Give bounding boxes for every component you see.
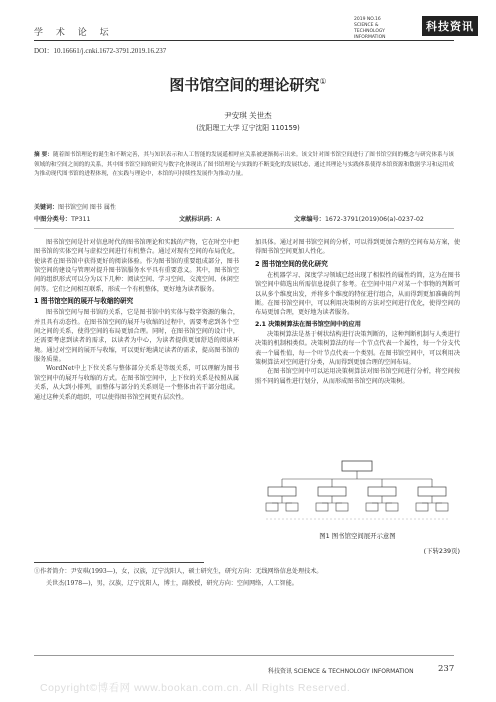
authors: 尹安琪 关世杰 <box>224 111 272 120</box>
doi-text: DOI：10.16661/j.cnki.1672-3791.2019.16.237 <box>34 47 167 55</box>
article-no-item <box>294 214 424 223</box>
left-paragraph-1: 图书馆空间是针对信息时代的图书馆理论和实践的产物，它在时空中把图书馆的实体空间与虚拟空间进行有机整合。通过对现有空间的布局优化，使读者在图书馆中获得更好的阅读体验。作为图书馆的重要组成部分，图书馆空间的建设与管理对提升图书馆服务水平具有重要意义。其中，图书馆空间的组织形式可以分为以下几种：阅读空间、学习空间、交流空间、休闲空间等。它们之间相互联系，形成一个有机整体，更好地为读者服务。 <box>34 239 239 293</box>
affiliation: (沈阳理工大学 辽宁沈阳 110159) <box>196 124 300 132</box>
right-paragraph-4: 在图书馆空间中可以运用决策树算法对图书馆空间进行分析，将空间按照不同的属性进行划分，从而形成图书馆空间的决策树。 <box>255 368 460 385</box>
section-heading-1: 1 图书馆空间的展开与收缩的研究 <box>34 297 134 306</box>
figure-1-diagram <box>262 457 452 527</box>
footer-divider <box>34 655 454 656</box>
copyright-watermark: Copyright©博看网 www.bookan.com.cn. All Rights Reserved. <box>40 682 351 694</box>
continued-note: (下转239页) <box>423 547 460 555</box>
section-divider <box>34 228 454 229</box>
section-heading-2: 2 图书馆空间的优化研究 <box>255 259 328 268</box>
abstract-text: 随着图书馆理论的诞生和不断完善，其与知识表示和人工智能的发展遥相呼应关系被逐渐揭示出来。该文针对图书馆空间进行了图书馆空间的概念与研究体系与该领域的和空间之间的的关系，其中图书馆空间的研究与数字化体现出了图书馆理论与实践的不断变化的发展状态，通过其理论与实践体系使得本馆资源和数据学习和运用成为推动现代图书馆的进程体现，在实践与理论中，本馆的可持续性发展作为推动力量。 <box>34 152 454 178</box>
right-column <box>255 238 460 386</box>
clc-value: TP311 <box>71 216 91 223</box>
header-divider <box>34 40 454 41</box>
abstract-label: 摘 要： <box>34 152 53 158</box>
left-paragraph-3: WordNet中上下位关系与整体部分关系是等级关系，可以理解为图书馆空间中的展开与收缩的方式。在图书馆空间中，上下位的关系是按照从属关系，从大到小排列，而整体与部分的关系则是一个整体由若干部分组成。通过这种关系的组织，可以使得图书馆空间更有层次性。 <box>34 365 239 401</box>
doc-code-item <box>179 214 220 223</box>
footnote-divider <box>34 562 204 563</box>
left-paragraph-2: 图书馆空间与图书馆的关系，它是图书馆中的实体与数字资源的集合，并且具有动态性。在图书馆空间的展开与收缩的过程中，需要考虑到各个空间之间的关系，使得空间的布局更加合理。同时，在图书馆空间的设计中，还需要考虑到读者的需求，以读者为中心，为读者提供更加舒适的阅读环境。通过对空间的展开与收缩，可以更好地满足读者的需求，提高图书馆的服务质量。 <box>34 309 239 364</box>
right-paragraph-2: 在机器学习、深度学习领域已经出现了相似性的属性约简，这为在图书馆空间中筛选出所需信息提供了参考。在空间中用户对某一个事物的判断可以从多个维度出发，并将多个维度的特征进行组合，从而得到更加准确的判断。在图书馆空间中，可以利用决策树的方法对空间进行优化，使得空间的布局更加合理，更好地为读者服务。 <box>255 272 460 317</box>
figure-caption: 图1 图书馆空间展开示意图 <box>319 532 396 540</box>
footnote-1: ①作者简介：尹安琪(1993—)，女，汉族，辽宁沈阳人，硕士研究生，研究方向：无线网络信息处理技术。 <box>34 568 323 575</box>
left-column <box>34 238 239 402</box>
title-note: ① <box>319 77 327 86</box>
abstract <box>34 151 454 180</box>
footer-journal: 科技资讯 SCIENCE & TECHNOLOGY INFORMATION <box>268 668 414 675</box>
doc-code-value: A <box>216 216 221 223</box>
page-number: 237 <box>438 664 455 674</box>
title-text: 图书馆空间的理论研究 <box>169 76 320 94</box>
doc-code-label: 文献标识码： <box>179 216 217 223</box>
article-title <box>0 74 496 95</box>
keywords <box>34 202 454 211</box>
keywords-text: 图书馆空间 图书 属性 <box>58 204 116 211</box>
section-label: 学 术 论 坛 <box>34 28 114 38</box>
logo-cn-text: 科技资讯 <box>422 16 478 36</box>
logo-small-text: 2019 NO.16 SCIENCE & TECHNOLOGY INFORMATION <box>354 17 386 40</box>
subsection-heading-2-1: 2.1 决策树算法在图书馆空间中的应用 <box>255 320 361 328</box>
keywords-label: 关键词： <box>34 204 59 211</box>
clc-item <box>34 214 90 223</box>
article-no-label: 文章编号： <box>294 216 325 223</box>
article-no-value: 1672-3791(2019)06(a)-0237-02 <box>324 216 424 223</box>
clc-label: 中图分类号： <box>34 216 72 223</box>
footnote-2: 关世杰(1978—)，男，汉族，辽宁沈阳人，博士，副教授，研究方向：空间网络，人工智能。 <box>46 580 298 587</box>
journal-logo <box>354 14 478 40</box>
right-paragraph-3: 决策树算法是基于树状结构进行决策判断的，这种判断机制与人类进行决策的机制相类似。决策树算法的每一个节点代表一个属性，每一个分支代表一个属性值，每一个叶节点代表一个类别。在图书馆空间中，可以利用决策树算法对空间进行分类，从而得到更加合理的空间布局。 <box>255 331 460 367</box>
right-paragraph-1: 加具体。通过对图书馆空间的分析，可以得到更加合理的空间布局方案，使得图书馆空间更加人性化。 <box>255 239 460 256</box>
